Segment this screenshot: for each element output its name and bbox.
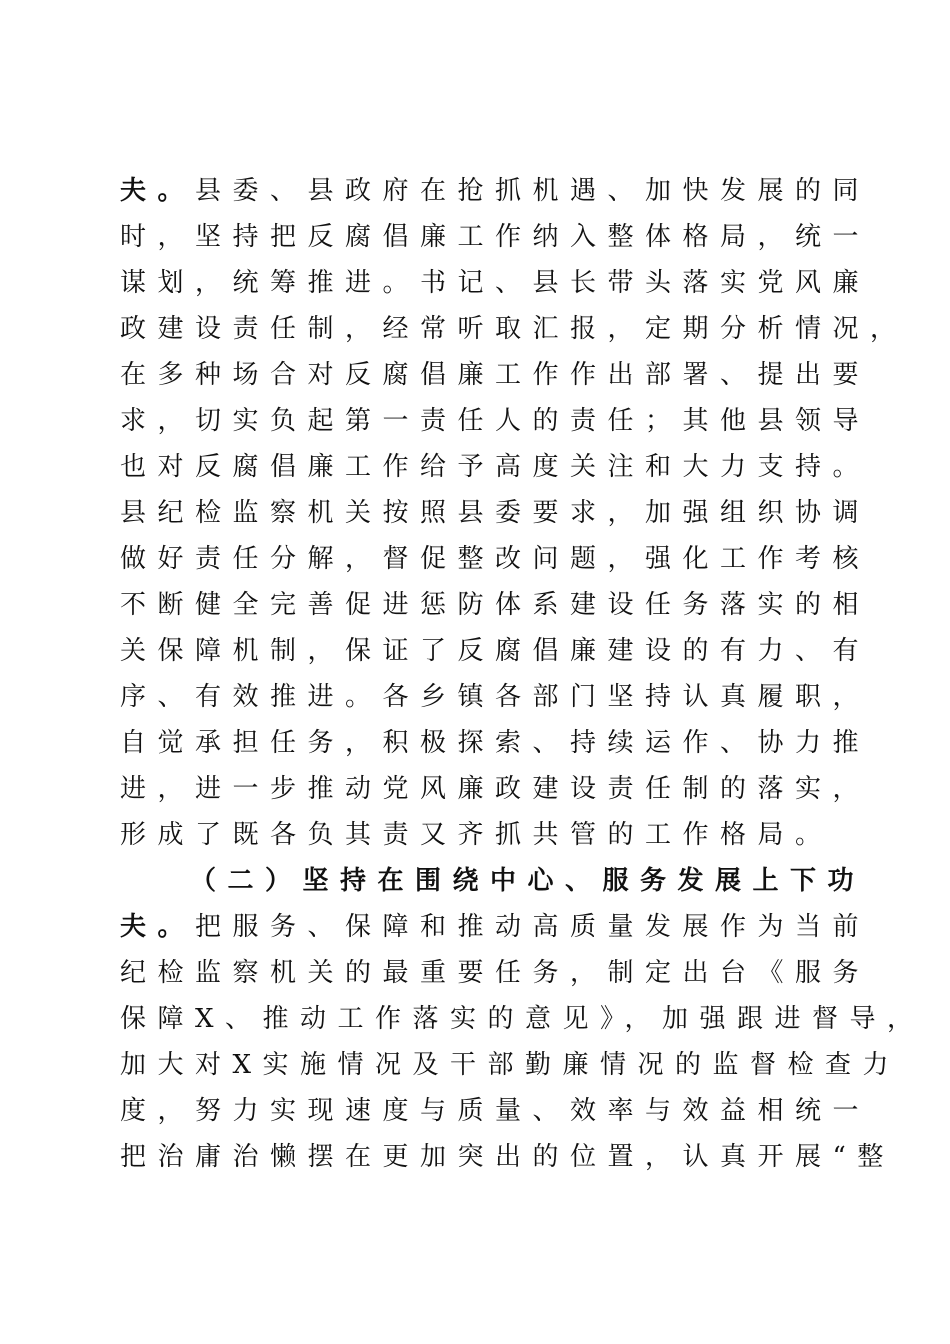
bold-run: 夫。 <box>120 176 196 206</box>
text-line-4 <box>120 306 908 352</box>
text-run: 纪检监察机关的最重要任务，制定出台《服务 <box>120 958 871 988</box>
text-run: 求，切实负起第一责任人的责任；其他县领导 <box>120 406 871 436</box>
text-line-7 <box>120 444 871 490</box>
text-line-14 <box>120 766 871 812</box>
text-run: 时，坚持把反腐倡廉工作纳入整体格局，统一 <box>120 222 871 252</box>
text-line-12 <box>120 674 871 720</box>
text-line-1 <box>120 168 871 214</box>
text-run: 把治庸治懒摆在更加突出的位置，认真开展“整 <box>120 1142 895 1172</box>
text-line-19 <box>120 996 925 1042</box>
text-run: 关保障机制，保证了反腐倡廉建设的有力、有 <box>120 636 871 666</box>
text-line-11 <box>120 628 871 674</box>
body-text <box>120 168 925 1180</box>
section-heading <box>120 858 866 904</box>
text-run: 不断健全完善促进惩防体系建设任务落实的相 <box>120 590 871 620</box>
text-line-3 <box>120 260 871 306</box>
text-run: 保障X、推动工作落实的意见》，加强跟进督导， <box>120 1004 925 1034</box>
text-run: 加大对X实施情况及干部勤廉情况的监督检查力 <box>120 1050 901 1080</box>
text-line-5 <box>120 352 871 398</box>
text-run: 也对反腐倡廉工作给予高度关注和大力支持。 <box>120 452 871 482</box>
bold-run: 夫。 <box>120 912 196 942</box>
text-run: 序、有效推进。各乡镇各部门坚持认真履职， <box>120 682 871 712</box>
text-line-21 <box>120 1088 871 1134</box>
text-run: 度，努力实现速度与质量、效率与效益相统一 <box>120 1096 871 1126</box>
text-run: 县委、县政府在抢抓机遇、加快发展的同 <box>195 176 871 206</box>
text-run: 形成了既各负其责又齐抓共管的工作格局。 <box>120 820 833 850</box>
text-run: 自觉承担任务，积极探索、持续运作、协力推 <box>120 728 871 758</box>
text-run: 在多种场合对反腐倡廉工作作出部署、提出要 <box>120 360 871 390</box>
text-run: 把服务、保障和推动高质量发展作为当前 <box>195 912 871 942</box>
text-line-20 <box>120 1042 901 1088</box>
text-line-2 <box>120 214 871 260</box>
text-line-9 <box>120 536 871 582</box>
text-line-22 <box>120 1134 895 1180</box>
text-line-10 <box>120 582 871 628</box>
text-run: 进，进一步推动党风廉政建设责任制的落实， <box>120 774 871 804</box>
bold-run: （二）坚持在围绕中心、服务发展上下功 <box>190 866 866 896</box>
text-line-6 <box>120 398 871 444</box>
text-line-13 <box>120 720 871 766</box>
text-line-8 <box>120 490 871 536</box>
text-run: 县纪检监察机关按照县委要求，加强组织协调 <box>120 498 871 528</box>
text-line-17 <box>120 904 871 950</box>
text-line-18 <box>120 950 871 996</box>
text-run: 做好责任分解，督促整改问题，强化工作考核 <box>120 544 871 574</box>
text-run: 谋划，统筹推进。书记、县长带头落实党风廉 <box>120 268 871 298</box>
text-run: 政建设责任制，经常听取汇报，定期分析情况， <box>120 314 908 344</box>
text-line-15 <box>120 812 833 858</box>
